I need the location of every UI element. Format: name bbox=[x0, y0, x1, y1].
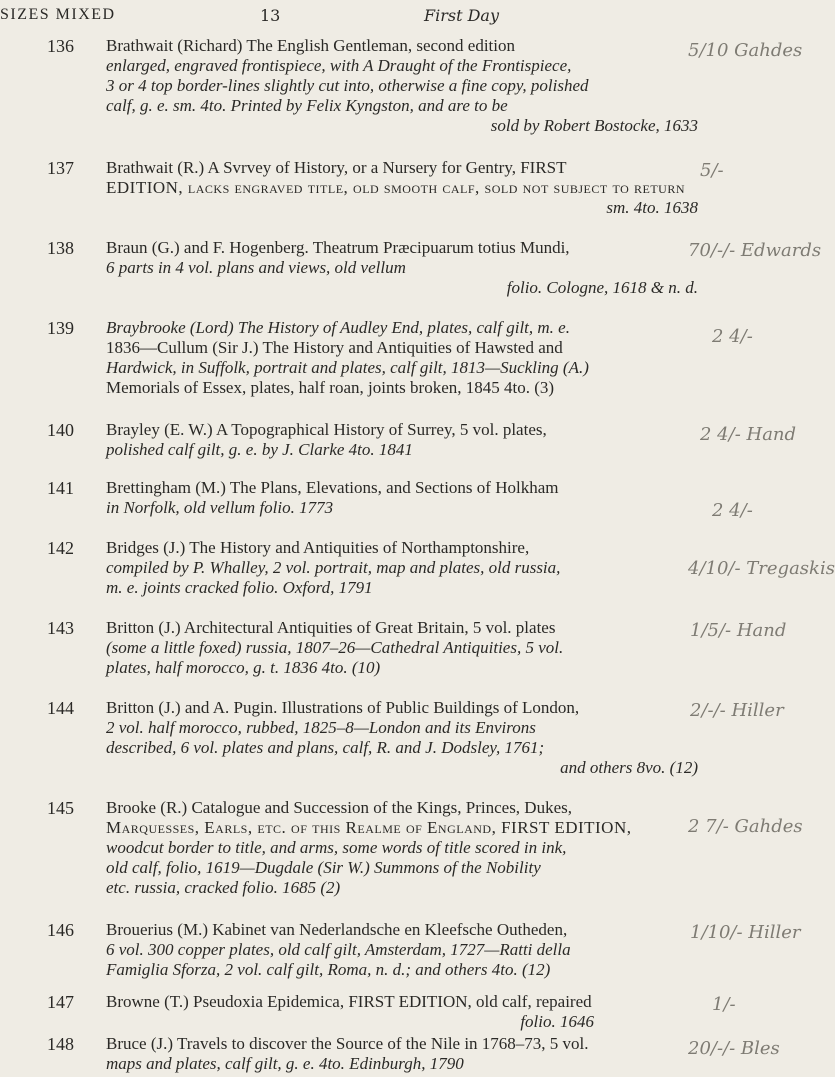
lot-description bbox=[106, 920, 706, 980]
lot-line: 1836—Cullum (Sir J.) The History and Antiquities of Hawsted and bbox=[106, 338, 563, 357]
lot-line: described, 6 vol. plates and plans, calf, R. and J. Dodsley, 1761; bbox=[106, 738, 545, 757]
lot-description bbox=[106, 318, 706, 398]
lot-line: Bruce (J.) Travels to discover the Source of the Nile in 1768–73, 5 vol. bbox=[106, 1034, 589, 1053]
lot-line: folio. 1646 bbox=[520, 1012, 594, 1031]
lot-number: 139 bbox=[47, 318, 74, 338]
price-annotation: 2 4/- bbox=[712, 326, 753, 347]
lot-line: Famiglia Sforza, 2 vol. calf gilt, Roma, n. d.; and others 4to. (12) bbox=[106, 960, 551, 979]
price-annotation: 2 4/- Hand bbox=[700, 424, 797, 445]
lot-line: folio. Cologne, 1618 & n. d. bbox=[506, 278, 698, 297]
price-annotation: 4/10/- Tregaskis bbox=[688, 558, 835, 579]
price-annotation: 2/-/- Hiller bbox=[690, 700, 784, 721]
price-annotation: 1/- bbox=[712, 994, 736, 1015]
lot-description bbox=[106, 798, 706, 898]
lot-line: Marquesses, Earls, etc. of this Realme of England, FIRST EDITION, bbox=[106, 818, 632, 837]
lot-line: Brayley (E. W.) A Topographical History of Surrey, 5 vol. plates, bbox=[106, 420, 547, 439]
lot-description bbox=[106, 36, 706, 136]
lot-line: etc. russia, cracked folio. 1685 (2) bbox=[106, 878, 341, 897]
lot-number: 145 bbox=[47, 798, 74, 818]
lot-number: 136 bbox=[47, 36, 74, 56]
lot-line: Brettingham (M.) The Plans, Elevations, and Sections of Holkham bbox=[106, 478, 559, 497]
lot-line: (some a little foxed) russia, 1807–26—Cathedral Antiquities, 5 vol. bbox=[106, 638, 564, 657]
price-annotation: 5/- bbox=[700, 160, 724, 181]
price-annotation: 2 4/- bbox=[712, 500, 753, 521]
lot-line: 3 or 4 top border-lines slightly cut into, otherwise a fine copy, polished bbox=[106, 76, 589, 95]
lot-line: in Norfolk, old vellum folio. 1773 bbox=[106, 498, 334, 517]
price-annotation: 2 7/- Gahdes bbox=[688, 816, 803, 837]
lot-line: sold by Robert Bostocke, 1633 bbox=[490, 116, 698, 135]
page-header bbox=[0, 6, 801, 30]
lot-line: woodcut border to title, and arms, some words of title scored in ink, bbox=[106, 838, 567, 857]
lot-line: plates, half morocco, g. t. 1836 4to. (10) bbox=[106, 658, 381, 677]
page-number: 13 bbox=[260, 6, 281, 25]
lot-line: sm. 4to. 1638 bbox=[606, 198, 698, 217]
lot-number: 148 bbox=[47, 1034, 74, 1054]
lot-number: 140 bbox=[47, 420, 74, 440]
lot-line: Memorials of Essex, plates, half roan, joints broken, 1845 4to. (3) bbox=[106, 378, 555, 397]
price-annotation: 1/5/- Hand bbox=[690, 620, 787, 641]
lot-line: 6 vol. 300 copper plates, old calf gilt, Amsterdam, 1727—Ratti della bbox=[106, 940, 571, 959]
lot-line: 6 parts in 4 vol. plans and views, old vellum bbox=[106, 258, 406, 277]
lot-description bbox=[106, 158, 706, 218]
lot-line: enlarged, engraved frontispiece, with A Draught of the Frontispiece, bbox=[106, 56, 572, 75]
lot-line: old calf, folio, 1619—Dugdale (Sir W.) Summons of the Nobility bbox=[106, 858, 541, 877]
lot-line: Braybrooke (Lord) The History of Audley End, plates, calf gilt, m. e. bbox=[106, 318, 570, 337]
lot-line: compiled by P. Whalley, 2 vol. portrait, map and plates, old russia, bbox=[106, 558, 561, 577]
price-annotation: 1/10/- Hiller bbox=[690, 922, 801, 943]
lot-line: Brouerius (M.) Kabinet van Nederlandsche en Kleefsche Outheden, bbox=[106, 920, 568, 939]
lot-description bbox=[106, 698, 706, 778]
lot-line: polished calf gilt, g. e. by J. Clarke 4to. 1841 bbox=[106, 440, 413, 459]
lot-number: 144 bbox=[47, 698, 74, 718]
lot-description bbox=[106, 538, 706, 598]
lot-line: Braun (G.) and F. Hogenberg. Theatrum Præcipuarum totius Mundi, bbox=[106, 238, 570, 257]
section-heading: SIZES MIXED bbox=[0, 6, 116, 23]
lot-line: m. e. joints cracked folio. Oxford, 1791 bbox=[106, 578, 373, 597]
price-annotation: 70/-/- Edwards bbox=[688, 240, 822, 261]
lot-number: 147 bbox=[47, 992, 74, 1012]
lot-line: Britton (J.) and A. Pugin. Illustrations of Public Buildings of London, bbox=[106, 698, 580, 717]
lot-line: Brathwait (Richard) The English Gentleman, second edition bbox=[106, 36, 515, 55]
lot-number: 138 bbox=[47, 238, 74, 258]
lot-line: EDITION, lacks engraved title, old smooth calf, sold not subject to return bbox=[106, 178, 685, 197]
lot-number: 146 bbox=[47, 920, 74, 940]
lot-number: 143 bbox=[47, 618, 74, 638]
lot-number: 137 bbox=[47, 158, 74, 178]
price-annotation: 5/10 Gahdes bbox=[688, 40, 803, 61]
sale-day-title: First Day bbox=[424, 6, 499, 25]
lot-description bbox=[106, 420, 706, 460]
lot-description bbox=[106, 1034, 706, 1074]
lot-line: and others 8vo. (12) bbox=[560, 758, 698, 777]
lot-line: maps and plates, calf gilt, g. e. 4to. Edinburgh, 1790 bbox=[106, 1054, 464, 1073]
lot-line: Britton (J.) Architectural Antiquities of Great Britain, 5 vol. plates bbox=[106, 618, 556, 637]
lot-description bbox=[106, 238, 706, 298]
lot-description bbox=[106, 992, 706, 1032]
lot-line: Brathwait (R.) A Svrvey of History, or a Nursery for Gentry, FIRST bbox=[106, 158, 567, 177]
lot-number: 141 bbox=[47, 478, 74, 498]
lot-line: Browne (T.) Pseudoxia Epidemica, FIRST EDITION, old calf, repaired bbox=[106, 992, 592, 1011]
lot-line: 2 vol. half morocco, rubbed, 1825–8—London and its Environs bbox=[106, 718, 536, 737]
lot-description bbox=[106, 478, 706, 518]
lot-line: calf, g. e. sm. 4to. Printed by Felix Kyngston, and are to be bbox=[106, 96, 508, 115]
lot-number: 142 bbox=[47, 538, 74, 558]
lot-line: Brooke (R.) Catalogue and Succession of the Kings, Princes, Dukes, bbox=[106, 798, 572, 817]
lot-description bbox=[106, 618, 706, 678]
price-annotation: 20/-/- Bles bbox=[688, 1038, 780, 1059]
lot-line: Hardwick, in Suffolk, portrait and plates, calf gilt, 1813—Suckling (A.) bbox=[106, 358, 589, 377]
lot-line: Bridges (J.) The History and Antiquities of Northamptonshire, bbox=[106, 538, 530, 557]
